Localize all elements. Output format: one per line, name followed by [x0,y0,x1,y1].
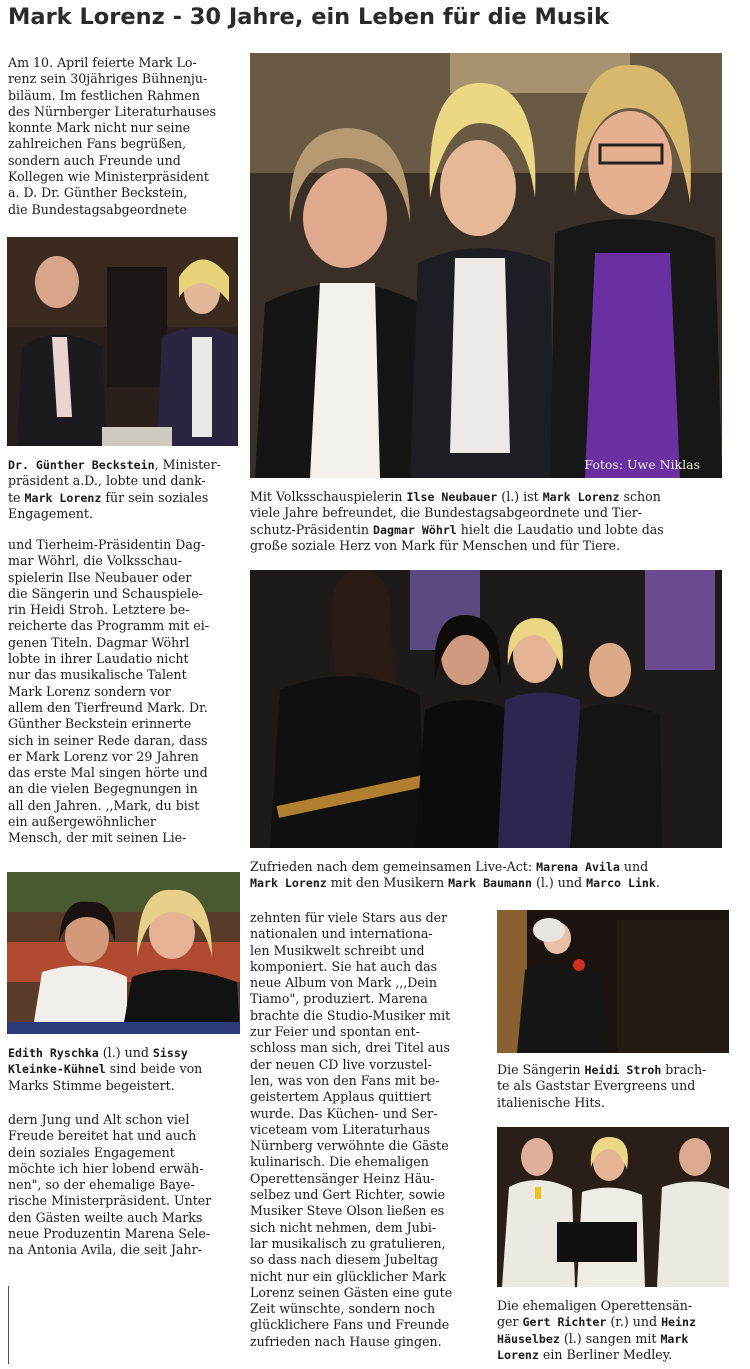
article-body-text-end [8,1112,211,1259]
photo-neubauer-lorenz-woehrl [250,53,722,478]
article-body-text-col2 [250,910,452,1350]
text-line: sondern auch Freunde und [8,152,181,168]
article-body-text [8,537,209,847]
photo-heidi-stroh [497,910,729,1053]
text-line: des Nürnberger Literaturhauses [8,103,217,119]
text-line: an die vielen Begegnungen in [8,781,198,797]
photo-operettensaenger [497,1127,729,1287]
caption-name: Mark Lorenz [24,490,102,505]
text-line: nen", so der ehemalige Baye- [8,1177,195,1193]
text-line: zahlreichen Fans begrüßen, [8,136,187,152]
caption-name: Mark Baumann [448,876,532,891]
caption-name: Gert Richter [522,1315,607,1330]
text-line: rische Ministerpräsident. Unter [8,1193,212,1209]
caption-text: Zufrieden nach dem gemeinsamen Live-Act: [250,859,537,874]
text-line: reicherte das Programm mit ei- [8,618,210,634]
caption-main-photo [250,489,664,554]
caption-text: ein Berliner Medley. [538,1346,673,1362]
text-line: komponiert. Sie hat auch das [250,958,438,974]
photo-credit: Fotos: Uwe Niklas [584,457,700,472]
text-line: Zeit wünschte, sondern noch [250,1301,436,1317]
text-line: zehnten für viele Stars aus der [250,910,448,925]
text-line: Günther Beckstein erinnerte [8,716,192,732]
text-line: nur das musikalische Talent [8,667,187,683]
caption-text: te [8,489,25,505]
caption-name: Marco Link [586,876,656,891]
text-line: und Tierheim-Präsidentin Dag- [8,537,206,552]
caption-name: Mark Lorenz [250,876,327,891]
text-line: glücklichere Fans und Freunde [250,1317,450,1333]
caption-heidi-stroh [497,1062,706,1111]
caption-text: ger [497,1314,523,1330]
text-line: Am 10. April feierte Mark Lo- [8,55,197,70]
caption-text: (l.) ist [497,489,543,504]
article-intro-text [8,55,216,218]
text-line: genen Titeln. Dagmar Wöhrl [8,634,190,650]
text-line: so dass nach diesem Jubeltag [250,1252,439,1268]
column-rule [8,1286,9,1364]
text-line: neue Produzentin Marena Sele- [8,1226,211,1242]
caption-name: Marena Avila [536,860,620,874]
caption-name: Ilse Neubauer [406,490,498,504]
caption-name: Mark [660,1331,689,1346]
caption-name: Kleinke-Kühnel [8,1062,106,1077]
photo-live-act [250,570,722,848]
text-line: sich nicht nehmen, dem Jubi- [250,1219,437,1235]
caption-text: , Minister- [154,457,221,472]
caption-name: Sissy [152,1046,188,1060]
text-line: sich in seiner Rede daran, dass [8,732,208,748]
caption-text: italienische Hits. [497,1094,605,1110]
text-line: lar musikalisch zu gratulieren, [250,1235,446,1251]
caption-name: Edith Ryschka [8,1046,99,1060]
text-line: len Musikwelt schreibt und [250,942,425,958]
text-line: er Mark Lorenz vor 29 Jahren [8,748,199,764]
text-line: all den Jahren. ,,Mark, du bist [8,797,200,813]
text-line: Tiamo", produziert. Marena [250,991,428,1007]
caption-operettensaenger [497,1298,696,1363]
text-line: der neuen CD live vorzustel- [250,1056,432,1072]
caption-text: viele Jahre befreundet, die Bundestagsabgeordnete und Tier- [250,505,643,521]
caption-text: sind beide von [105,1061,203,1077]
text-line: Kollegen wie Ministerpräsident [8,169,209,185]
text-line: Freude bereitet hat und auch [8,1128,197,1144]
text-line: Operettensänger Heinz Häu- [250,1170,435,1186]
text-line: möchte ich hier lobend erwäh- [8,1160,204,1176]
caption-text: schutz-Präsidentin [250,521,374,537]
caption-text: Mit Volksschauspielerin [250,489,407,504]
text-line: nicht nur ein glücklicher Mark [250,1268,446,1284]
text-line: geistertem Applaus quittiert [250,1089,432,1105]
photo-beckstein-lorenz [7,237,238,446]
text-line: lobte in ihrer Laudatio nicht [8,651,189,667]
caption-name: Lorenz [497,1347,539,1362]
text-line: na Antonia Avila, die seit Jahr- [8,1242,202,1258]
text-line: dein soziales Engagement [8,1144,175,1160]
text-line: die Sängerin und Schauspiele- [8,585,203,601]
photo-ryschka-kleinke [7,872,240,1034]
caption-text: große soziale Herz von Mark für Menschen und für Tiere. [250,537,621,553]
text-line: len, was von den Fans mit be- [250,1072,440,1088]
text-line: schloss man sich, drei Titel aus [250,1040,451,1056]
text-line: viceteam vom Literaturhaus [250,1121,431,1137]
text-line: kulinarisch. Die ehemaligen [250,1154,429,1170]
caption-text: (l.) sangen mit [559,1330,661,1346]
text-line: den Gästen weilte auch Marks [8,1209,203,1225]
text-line: ein außergewöhnlicher [8,814,156,830]
caption-name: Mark Lorenz [542,490,620,504]
text-line: a. D. Dr. Günther Beckstein, [8,185,188,201]
caption-name: Dagmar Wöhrl [373,522,457,537]
caption-text: Die Sängerin [497,1062,585,1077]
text-line: wurde. Das Küchen- und Ser- [250,1105,438,1121]
caption-text: Engagement. [8,505,93,521]
article-headline: Mark Lorenz - 30 Jahre, ein Leben für die Musik [8,4,609,30]
caption-ryschka [8,1045,202,1094]
text-line: biläum. Im festlichen Rahmen [8,87,200,103]
text-line: allem den Tierfreund Mark. Dr. [8,699,208,715]
caption-band-photo [250,859,660,892]
caption-name: Heinz [661,1315,696,1330]
caption-text: (l.) und [98,1045,153,1060]
text-line: renz sein 30jähriges Bühnenju- [8,71,208,87]
text-line: brachte die Studio-Musiker mit [250,1007,451,1023]
caption-text: und [619,859,649,874]
caption-text: (r.) und [606,1314,662,1330]
caption-name: Dr. Günther Beckstein [8,458,155,472]
caption-text: schon [619,489,661,504]
caption-text: hielt die Laudatio und lobte das [456,521,664,537]
text-line: rin Heidi Stroh. Letztere be- [8,602,190,618]
caption-text: (l.) und [531,875,587,891]
caption-text: für sein soziales [101,489,209,505]
text-line: dern Jung und Alt schon viel [8,1112,190,1127]
caption-name: Heidi Stroh [584,1063,662,1077]
caption-text: Die ehemaligen Operettensän- [497,1298,693,1313]
text-line: selbez und Gert Richter, sowie [250,1187,446,1203]
caption-beckstein [8,457,221,522]
caption-text: brach- [661,1062,707,1077]
caption-text: te als Gaststar Evergreens und [497,1078,696,1094]
text-line: nationalen und internationa- [250,926,433,942]
caption-name: Häuselbez [497,1331,560,1346]
caption-text: Marks Stimme begeistert. [8,1077,175,1093]
caption-text: . [655,875,660,891]
text-line: Mensch, der mit seinen Lie- [8,830,187,846]
text-line: Lorenz seinen Gästen eine gute [250,1284,453,1300]
text-line: die Bundestagsabgeordnete [8,201,187,217]
text-line: Musiker Steve Olson ließen es [250,1203,445,1219]
text-line: das erste Mal singen hörte und [8,765,208,781]
text-line: neue Album von Mark ,,,Dein [250,975,437,991]
caption-text: präsident a.D., lobte und dank- [8,473,206,489]
text-line: mar Wöhrl, die Volksschau- [8,553,182,569]
text-line: Mark Lorenz sondern vor [8,683,171,699]
caption-text: mit den Musikern [326,875,449,891]
text-line: zufrieden nach Hause gingen. [250,1333,442,1349]
text-line: zur Feier und spontan ent- [250,1024,420,1040]
text-line: konnte Mark nicht nur seine [8,120,191,136]
text-line: Nürnberg verwöhnte die Gäste [250,1138,449,1154]
text-line: spielerin Ilse Neubauer oder [8,569,192,585]
